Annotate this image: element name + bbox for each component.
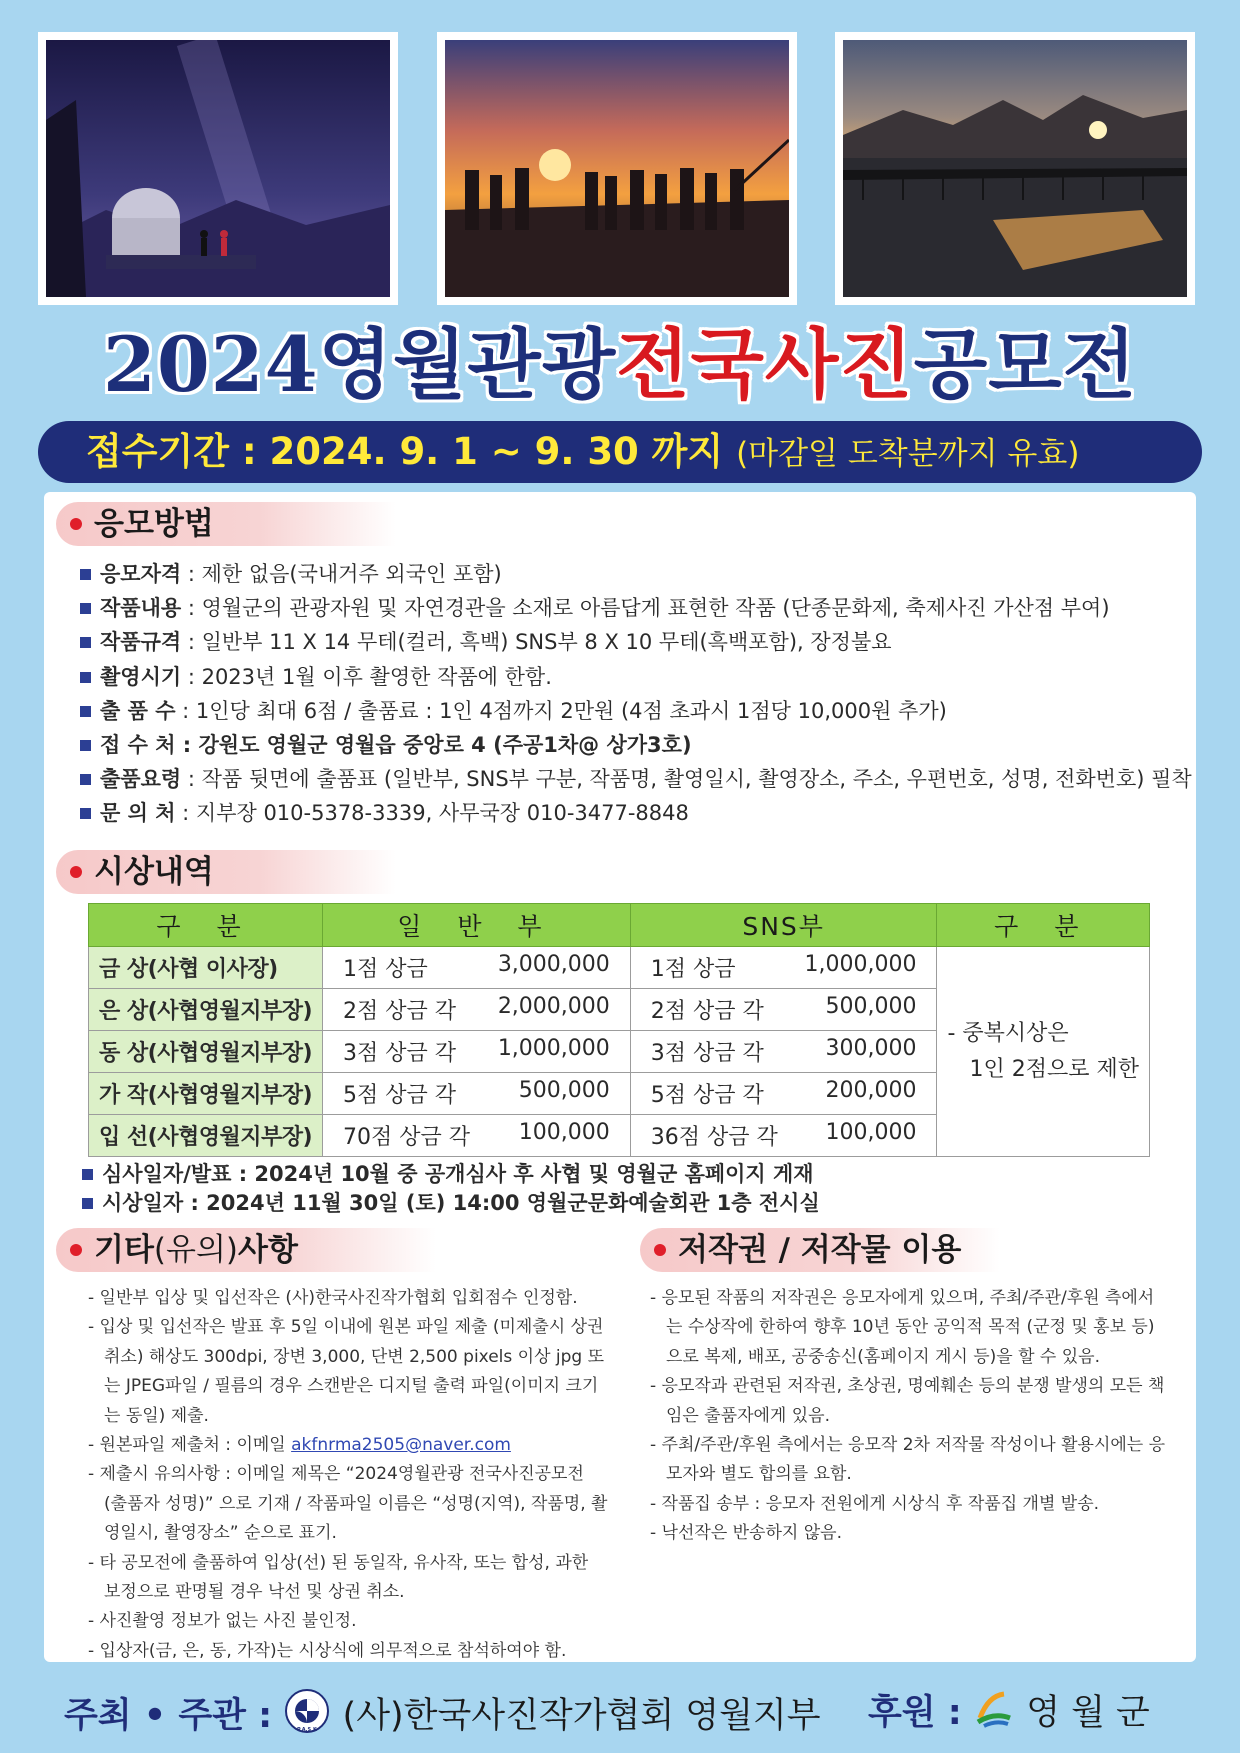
square-bullet-icon	[80, 603, 91, 614]
sns-prize	[630, 989, 937, 1031]
photo-bridge-sunset	[835, 32, 1195, 305]
title-part-3: 공모전	[913, 320, 1138, 409]
bullet-dot-icon	[70, 518, 82, 530]
rule-item	[80, 694, 1200, 728]
rule-value: : 작품 뒷면에 출품표 (일반부, SNS부 구분, 작품명, 촬영일시, 촬영장소, 주소, 우편번호, 성명, 전화번호) 필착	[181, 767, 1192, 792]
footer	[0, 1688, 1240, 1734]
rule-item	[80, 625, 1200, 659]
section-awards-title: 시상내역	[94, 854, 214, 890]
rule-item	[80, 762, 1200, 796]
prize-count: 5점 상금 각	[650, 1083, 764, 1108]
square-bullet-icon	[80, 706, 91, 717]
sns-prize	[630, 1031, 937, 1073]
list-item: - 작품집 송부 : 응모자 전원에게 시상식 후 작품집 개별 발송.	[650, 1490, 1168, 1519]
prize-count: 2점 상금 각	[343, 999, 457, 1024]
award-note-line-1: - 중복시상은	[947, 1020, 1069, 1046]
list-item: - 낙선작은 반송하지 않음.	[650, 1519, 1168, 1548]
prize-count: 1점 상금	[650, 957, 736, 982]
award-category: 동 상(사협영월지부장)	[89, 1031, 323, 1073]
prize-count: 36점 상금 각	[650, 1125, 778, 1150]
square-bullet-icon	[80, 637, 91, 648]
rule-label: 작품규격	[100, 630, 182, 655]
schedule-list	[82, 1160, 820, 1218]
table-row	[89, 947, 1150, 989]
rule-item	[80, 796, 1200, 830]
prize-count: 2점 상금 각	[650, 999, 764, 1024]
award-category: 가 작(사협영월지부장)	[89, 1073, 323, 1115]
rule-value: : 영월군의 관광자원 및 자연경관을 소재로 아름답게 표현한 작품 (단종문화제, 축제사진 가산점 부여)	[181, 596, 1110, 621]
photo-sunrise-crowd	[437, 32, 797, 305]
square-bullet-icon	[80, 740, 91, 751]
schedule-text: 시상일자 : 2024년 11월 30일 (토) 14:00 영월군문화예술회관 1층 전시실	[102, 1191, 820, 1215]
rule-label: 작품내용	[100, 596, 182, 621]
email-label: 원본파일 제출처 : 이메일	[99, 1435, 292, 1456]
section-apply-heading	[56, 502, 396, 546]
list-item	[88, 1431, 608, 1460]
list-item: - 사진촬영 정보가 없는 사진 불인정.	[88, 1607, 608, 1636]
prize-amount: 2,000,000	[497, 994, 610, 1019]
submission-period-banner	[38, 421, 1202, 483]
sponsor-org: 영 월 군	[1026, 1693, 1150, 1733]
copyright-notes	[650, 1284, 1168, 1549]
sponsor-label: 후원 :	[868, 1693, 962, 1733]
rule-item	[80, 591, 1200, 625]
yeongwol-logo-icon	[974, 1688, 1014, 1740]
award-note	[937, 947, 1150, 1157]
schedule-text: 심사일자/발표 : 2024년 10월 중 공개심사 후 사협 및 영월군 홈페이지 게재	[102, 1162, 814, 1186]
bullet-dot-icon	[70, 866, 82, 878]
square-bullet-icon	[80, 672, 91, 683]
prize-amount: 100,000	[518, 1120, 610, 1145]
prize-count: 5점 상금 각	[343, 1083, 457, 1108]
sns-prize	[630, 1073, 937, 1115]
rule-value: : 제한 없음(국내거주 외국인 포함)	[181, 562, 502, 586]
rule-value: : 2023년 1월 이후 촬영한 작품에 한함.	[181, 664, 552, 689]
list-item: - 입상 및 입선작은 발표 후 5일 이내에 원본 파일 제출 (미제출시 상권 취소) 해상도 300dpi, 장변 3,000, 단변 2,500 pixels 이상 jpg 또는 JPEG파일 / 필름의 경우 스캔받은 디지털 출력 파일(이미지 크기는 동일) 제출.	[88, 1313, 608, 1431]
prize-amount: 200,000	[825, 1078, 917, 1103]
square-bullet-icon	[80, 808, 91, 819]
awards-header-row	[89, 904, 1150, 947]
host-info	[64, 1688, 821, 1746]
sponsor-info	[868, 1688, 1150, 1740]
section-apply-title: 응모방법	[94, 506, 214, 542]
apply-rules-list	[80, 557, 1200, 831]
title-part-1: 2024영월관광	[102, 320, 617, 409]
rule-value: : 지부장 010-5378-3339, 사무국장 010-3477-8848	[175, 801, 689, 826]
rule-value: : 1인당 최대 6점 / 출품료 : 1인 4점까지 2만원 (4점 초과시 1점당 10,000원 추가)	[175, 698, 947, 723]
prize-count: 1점 상금	[343, 957, 428, 982]
general-prize	[323, 989, 631, 1031]
misc-notes	[88, 1284, 608, 1666]
header-general: 일 반 부	[323, 904, 631, 947]
photo-observatory-night	[38, 32, 398, 305]
header-sns: SNS부	[630, 904, 937, 947]
award-category: 입 선(사협영월지부장)	[89, 1115, 323, 1157]
section-misc-title-c: 사항	[238, 1232, 298, 1268]
submission-period: 접수기간 : 2024. 9. 1 ~ 9. 30 까지	[86, 430, 724, 473]
section-awards-heading	[56, 850, 396, 894]
host-org: (사)한국사진작가협회 영월지부	[342, 1696, 821, 1736]
rule-label: 출 품 수	[100, 698, 176, 723]
prize-amount: 500,000	[825, 994, 917, 1019]
list-item: - 응모된 작품의 저작권은 응모자에게 있으며, 주최/주관/후원 측에서는 수상작에 한하여 향후 10년 동안 공익적 목적 (군정 및 홍보 등)으로 복제, 배포, 공중송신(홈페이지 게시 등)을 할 수 있음.	[650, 1284, 1168, 1372]
sns-prize	[630, 947, 937, 989]
square-bullet-icon	[82, 1169, 93, 1180]
list-item: - 응모작과 관련된 저작권, 초상권, 명예훼손 등의 분쟁 발생의 모든 책임은 출품자에게 있음.	[650, 1372, 1168, 1431]
rule-value: : 일반부 11 X 14 무테(컬러, 흑백) SNS부 8 X 10 무테(흑백포함), 장정불요	[181, 630, 892, 655]
bullet-dot-icon	[70, 1244, 82, 1256]
rule-label: 응모자격	[100, 562, 182, 586]
general-prize	[323, 1031, 631, 1073]
poster-title	[0, 322, 1240, 408]
sns-prize	[630, 1115, 937, 1157]
square-bullet-icon	[82, 1198, 93, 1209]
rule-label: 출품요령	[100, 767, 182, 792]
rule-item	[80, 728, 1200, 762]
list-item: - 주최/주관/후원 측에서는 응모작 2차 저작물 작성이나 활용시에는 응모자와 별도 합의를 요함.	[650, 1431, 1168, 1490]
pask-logo-icon	[284, 1688, 330, 1746]
submission-period-note: (마감일 도착분까지 유효)	[736, 436, 1080, 472]
logo-text: P.A.S.K	[297, 1727, 318, 1733]
title-part-2: 전국사진	[616, 320, 914, 409]
square-bullet-icon	[80, 569, 91, 580]
section-misc-heading	[56, 1228, 436, 1272]
rule-item	[80, 557, 1200, 591]
square-bullet-icon	[80, 774, 91, 785]
list-item: - 제출시 유의사항 : 이메일 제목은 “2024영월관광 전국사진공모전 (출품자 성명)” 으로 기재 / 작품파일 이름은 “성명(지역), 작품명, 촬영일시, 촬영장소” 순으로 표기.	[88, 1460, 608, 1548]
list-item: - 타 공모전에 출품하여 입상(선) 된 동일작, 유사작, 또는 합성, 과한 보정으로 판명될 경우 낙선 및 상권 취소.	[88, 1549, 608, 1608]
rule-label: 접 수 처	[100, 732, 176, 757]
general-prize	[323, 1115, 631, 1157]
award-category: 은 상(사협영월지부장)	[89, 989, 323, 1031]
general-prize	[323, 947, 631, 989]
prize-amount: 500,000	[518, 1078, 610, 1103]
rule-value: : 강원도 영월군 영월읍 중앙로 4 (주공1차@ 상가3호)	[175, 732, 692, 757]
email-link[interactable]: akfnrma2505@naver.com	[291, 1435, 511, 1456]
awards-table	[88, 903, 1150, 1157]
header-note: 구 분	[937, 904, 1150, 947]
host-label: 주최 • 주관 :	[64, 1696, 273, 1736]
general-prize	[323, 1073, 631, 1115]
prize-amount: 100,000	[825, 1120, 917, 1145]
bullet-dot-icon	[654, 1244, 666, 1256]
prize-amount: 1,000,000	[804, 952, 917, 977]
prize-amount: 300,000	[825, 1036, 917, 1061]
award-category: 금 상(사협 이사장)	[89, 947, 323, 989]
prize-count: 3점 상금 각	[343, 1041, 457, 1066]
section-copyright-title: 저작권 / 저작물 이용	[678, 1232, 962, 1268]
schedule-item	[82, 1189, 820, 1218]
rule-item	[80, 660, 1200, 694]
header-category: 구 분	[89, 904, 323, 947]
prize-amount: 1,000,000	[497, 1036, 610, 1061]
section-misc-title-b: (유의)	[153, 1232, 238, 1268]
list-item: - 일반부 입상 및 입선작은 (사)한국사진작가협회 입회점수 인정함.	[88, 1284, 608, 1313]
award-note-line-2: 1인 2점으로 제한	[969, 1056, 1139, 1082]
rule-label: 문 의 처	[100, 801, 176, 826]
rule-label: 촬영시기	[100, 664, 182, 689]
section-misc-title-a: 기타	[94, 1232, 154, 1268]
prize-count: 70점 상금 각	[343, 1125, 471, 1150]
section-copyright-heading	[640, 1228, 1000, 1272]
prize-count: 3점 상금 각	[650, 1041, 764, 1066]
prize-amount: 3,000,000	[497, 952, 610, 977]
list-item: - 입상자(금, 은, 동, 가작)는 시상식에 의무적으로 참석하여야 함.	[88, 1637, 608, 1666]
schedule-item	[82, 1160, 820, 1189]
